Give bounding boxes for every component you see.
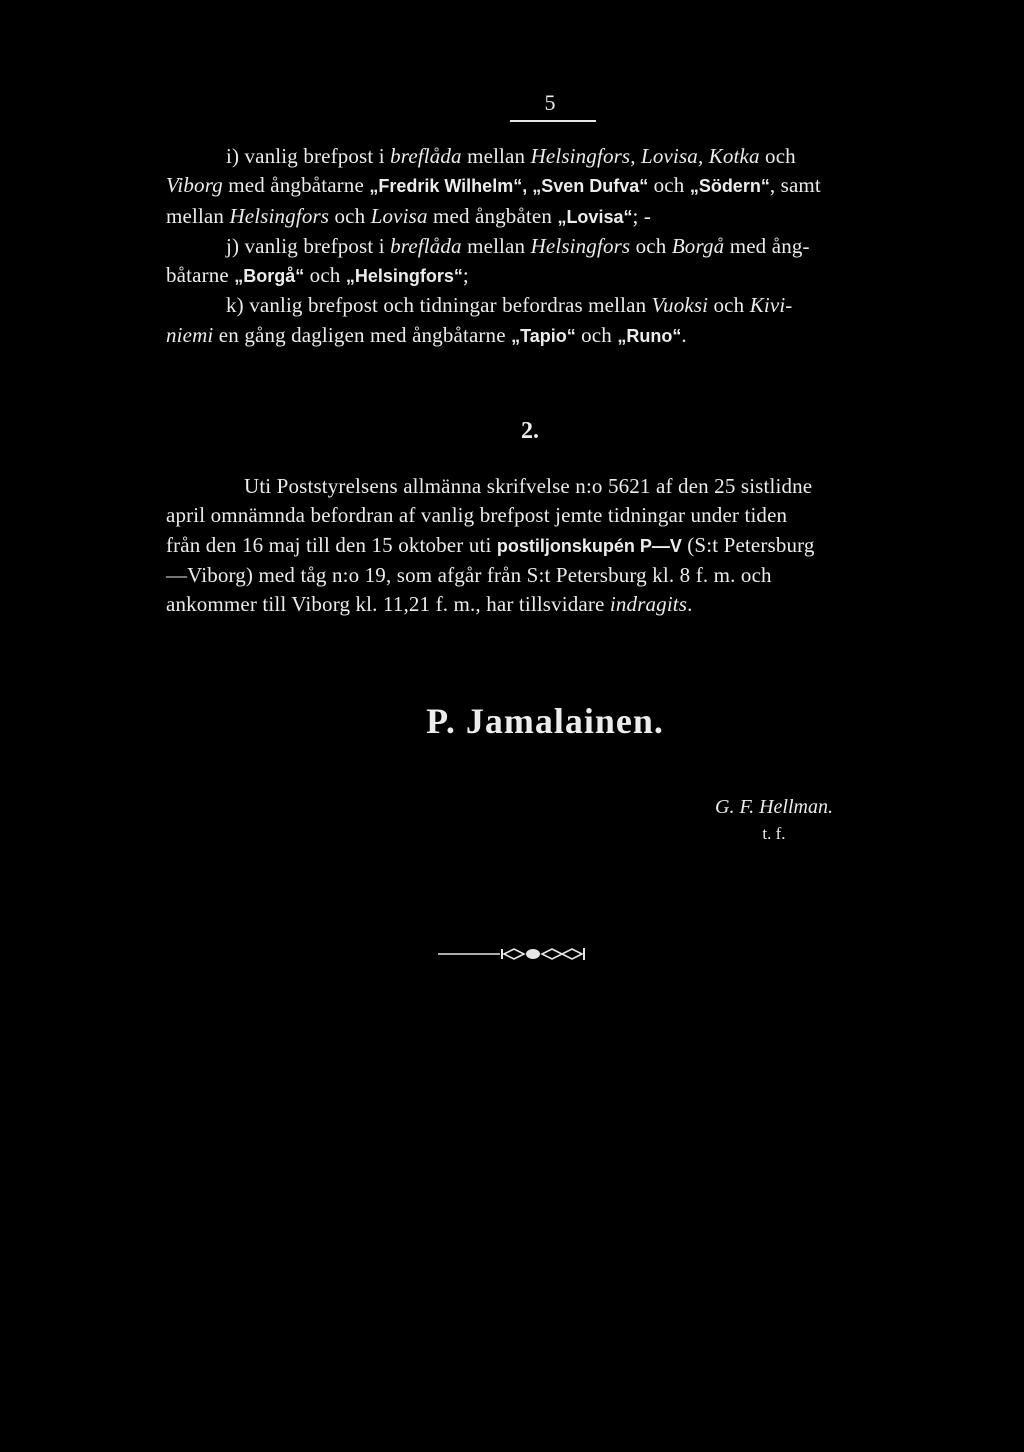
- text-run: med ångbåtarne: [222, 173, 370, 198]
- line-content: [166, 531, 815, 561]
- text-line: [166, 472, 928, 501]
- signature: P. Jamalainen.: [426, 701, 664, 741]
- section-2: [166, 472, 928, 619]
- text-line: [166, 501, 928, 530]
- bold-run: postiljonskupén P—V: [496, 535, 682, 556]
- text-run: en gång dagligen med ångbåtarne: [213, 322, 512, 347]
- text-run: ; -: [632, 203, 651, 228]
- bold-run: „Runo“: [617, 325, 682, 346]
- text-run: mellan: [166, 203, 230, 228]
- italic-run: niemi: [166, 322, 214, 347]
- text-line: [166, 232, 928, 261]
- bold-run: „Borgå“: [234, 266, 305, 287]
- text-line: [166, 531, 928, 561]
- text-run: och: [304, 263, 346, 288]
- text-run: k) vanlig brefpost och tidningar befordras mellan: [226, 293, 652, 318]
- text-run: och: [630, 233, 672, 258]
- bold-run: „Södern“: [689, 176, 770, 197]
- bold-run: „Tapio“: [511, 325, 576, 346]
- italic-run: indragits: [609, 592, 688, 617]
- bold-run: „Lovisa“: [557, 206, 633, 227]
- text-run: med ång-: [724, 233, 810, 258]
- italic-run: Vuoksi: [651, 293, 709, 318]
- cosigner-title: t. f.: [762, 824, 786, 843]
- text-run: och: [648, 173, 690, 198]
- italic-run: breflåda: [390, 233, 462, 258]
- italic-run: Kivi-: [749, 293, 793, 318]
- text-run: ;: [462, 263, 469, 288]
- line-content: [166, 261, 469, 291]
- cosigner-name: G. F. Hellman.: [715, 796, 833, 818]
- text-run: i) vanlig brefpost i: [226, 144, 391, 168]
- text-line: [166, 561, 928, 590]
- section-number: 2.: [521, 418, 539, 444]
- text-line: [166, 291, 928, 320]
- italic-run: Helsingfors: [229, 203, 330, 228]
- line-content: Uti Poststyrelsens allmänna skrifvelse n:o 5621 af den 25 sistlidne: [244, 474, 813, 498]
- section-1: [166, 142, 928, 351]
- line-content: april omnämnda befordran af vanlig brefpost jemte tidningar under tiden: [166, 503, 788, 528]
- text-run: .: [681, 322, 687, 347]
- text-run: ankommer till Viborg kl. 11,21 f. m., har tillsvidare: [166, 592, 610, 617]
- ornament-divider-icon: [438, 944, 588, 964]
- paragraph-i: [226, 142, 796, 171]
- italic-run: Viborg: [166, 173, 223, 198]
- text-run: och: [708, 293, 750, 318]
- text-run: och: [575, 322, 618, 347]
- italic-run: Helsingfors: [530, 233, 631, 258]
- paragraph-j: [226, 232, 810, 261]
- page-number: 5: [544, 90, 556, 115]
- italic-run: Borgå: [671, 233, 725, 258]
- text-run: och: [759, 144, 796, 168]
- bold-run: „Helsingfors“: [345, 266, 463, 287]
- text-run: och: [329, 203, 371, 228]
- text-run: , samt: [769, 173, 821, 198]
- text-run: (S:t Petersburg: [681, 532, 815, 557]
- text-line: [166, 171, 928, 201]
- line-content: —Viborg) med tåg n:o 19, som afgår från S:t Petersburg kl. 8 f. m. och: [166, 562, 772, 587]
- line-content: [166, 202, 651, 232]
- text-run: från den 16 maj till den 15 oktober uti: [166, 532, 497, 557]
- text-run: med ångbåten: [427, 203, 558, 228]
- bold-run: „Fredrik Wilhelm“, „Sven Dufva“: [369, 176, 649, 197]
- line-content: [166, 590, 693, 619]
- line-content: [166, 171, 821, 201]
- line-content: [166, 321, 687, 351]
- text-run: båtarne: [166, 263, 235, 288]
- text-line: [166, 142, 928, 171]
- italic-run: Helsingfors, Lovisa, Kotka: [530, 144, 760, 168]
- text-line: [166, 321, 928, 351]
- text-run: j) vanlig brefpost i: [226, 233, 391, 258]
- text-run: .: [687, 592, 693, 617]
- text-line: [166, 590, 928, 619]
- paragraph-k: [226, 291, 792, 320]
- text-line: [166, 261, 928, 291]
- italic-run: Lovisa: [370, 203, 428, 228]
- text-line: [166, 202, 928, 232]
- text-run: mellan: [461, 144, 531, 168]
- page-number-rule: [510, 120, 596, 122]
- italic-run: breflåda: [390, 144, 462, 168]
- text-run: mellan: [461, 233, 531, 258]
